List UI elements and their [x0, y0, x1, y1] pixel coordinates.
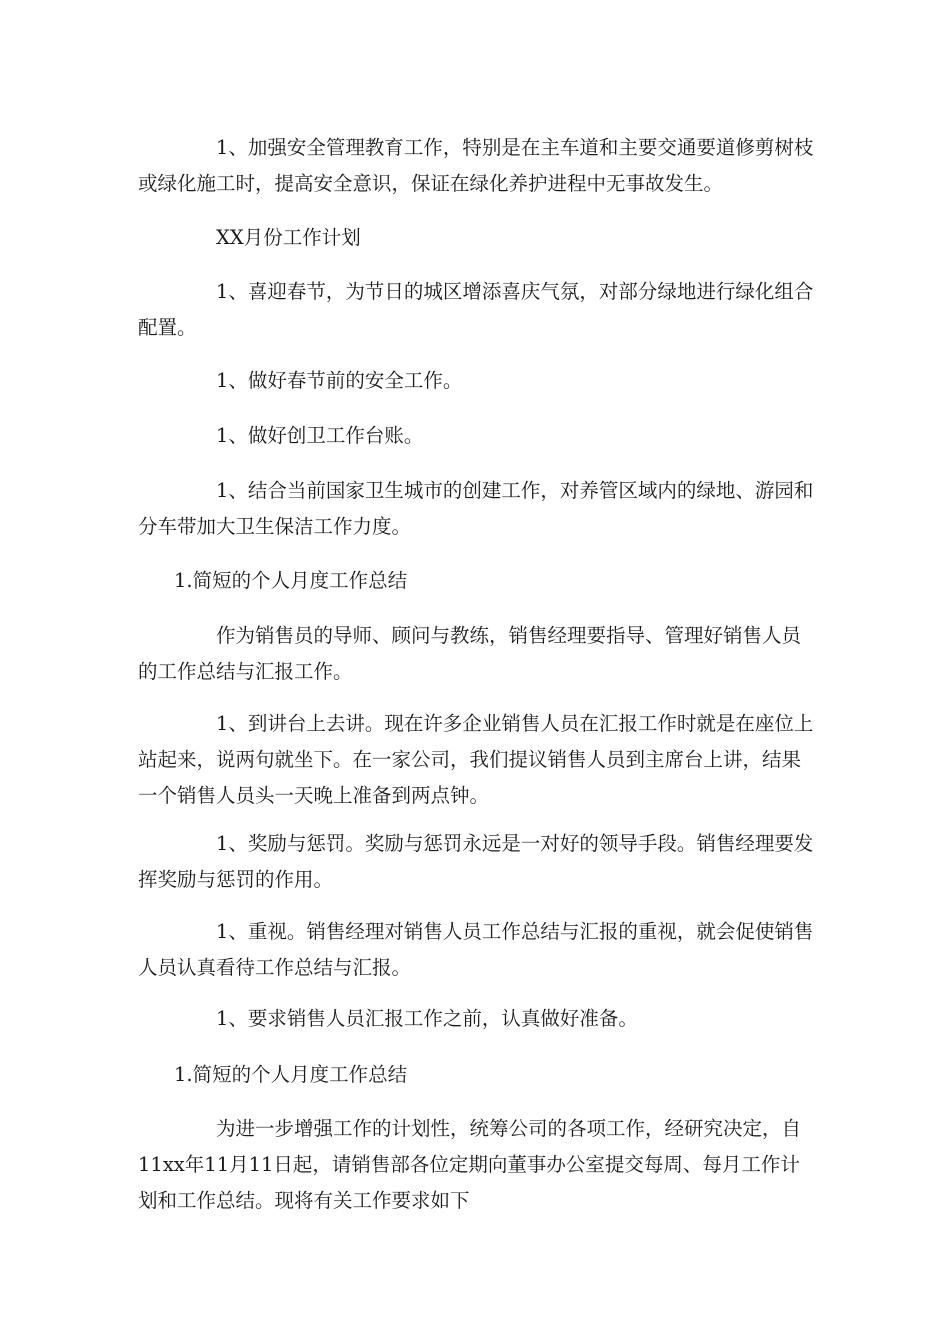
paragraph: 1、做好春节前的安全工作。 — [216, 369, 463, 392]
paragraph: 1、做好创卫工作台账。 — [216, 424, 424, 447]
paragraph: 1、喜迎春节，为节日的城区增添喜庆气氛，对部分绿地进行绿化组合配置。 — [138, 280, 814, 339]
section-heading: XX月份工作计划 — [216, 226, 361, 249]
section-heading: 1.简短的个人月度工作总结 — [174, 569, 408, 592]
paragraph: 为进一步增强工作的计划性，统筹公司的各项工作，经研究决定，自11xx年11月11日起，请销售部各位定期向董事办公室提交每周、每月工作计划和工作总结。现将有关工作要求如下 — [138, 1117, 802, 1212]
section-heading: 1.简短的个人月度工作总结 — [174, 1063, 408, 1086]
paragraph: 1、重视。销售经理对销售人员工作总结与汇报的重视，就会促使销售人员认真看待工作总结与汇报。 — [138, 920, 814, 979]
paragraph: 1、到讲台上去讲。现在许多企业销售人员在汇报工作时就是在座位上站起来，说两句就坐下。在一家公司，我们提议销售人员到主席台上讲，结果一个销售人员头一天晚上准备到两点钟。 — [138, 712, 814, 807]
paragraph: 1、加强安全管理教育工作，特别是在主车道和主要交通要道修剪树枝或绿化施工时，提高安全意识，保证在绿化养护进程中无事故发生。 — [138, 136, 814, 195]
paragraph: 作为销售员的导师、顾问与教练，销售经理要指导、管理好销售人员的工作总结与汇报工作。 — [138, 624, 802, 683]
paragraph: 1、要求销售人员汇报工作之前，认真做好准备。 — [216, 1007, 638, 1030]
paragraph: 1、奖励与惩罚。奖励与惩罚永远是一对好的领导手段。销售经理要发挥奖励与惩罚的作用。 — [138, 832, 814, 891]
paragraph: 1、结合当前国家卫生城市的创建工作，对养管区域内的绿地、游园和分车带加大卫生保洁工作力度。 — [138, 479, 814, 538]
